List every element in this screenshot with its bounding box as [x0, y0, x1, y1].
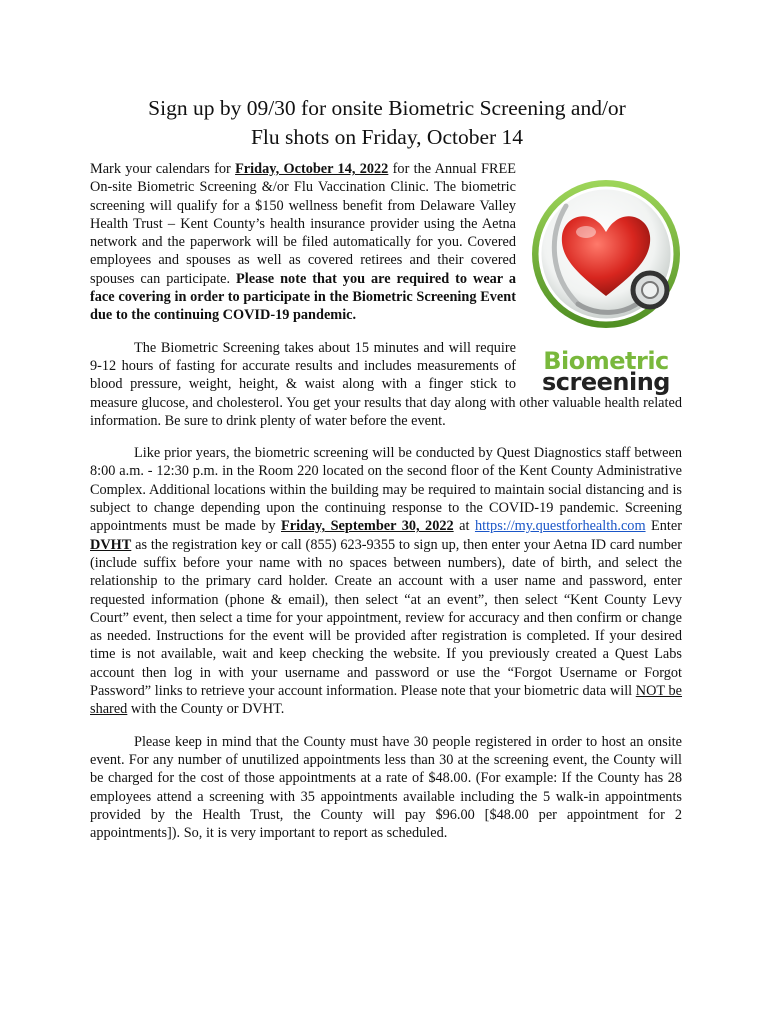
page-title — [90, 94, 684, 152]
body-text — [90, 160, 682, 856]
title-line-1: Sign up by 09/30 for onsite Biometric Screening and/or — [148, 96, 626, 120]
title-line-2: Flu shots on Friday, October 14 — [250, 125, 524, 149]
paragraph-2: The Biometric Screening takes about 15 minutes and will require 9-12 hours of fasting for accurate results and includes measurements of blood pressure, weight, height, & waist along with a finger stick to measure glucose, and cholesterol. You get your results that day along with other valuable health related information. Be sure to drink plenty of water before the event. — [90, 339, 682, 429]
not-shared-notice: NOT be shared — [90, 683, 683, 718]
quest-registration-link[interactable]: https://my.questforhealth.com — [474, 518, 646, 535]
p1-text-a: Mark your calendars for — [90, 161, 236, 177]
p3-text-a: Like prior years, the biometric screening will be conducted by Quest Diagnostics staff between 8:00 a.m. - 12:30 p.m. in the Room 220 located on the second floor of the Kent County Administrative Complex. Additional locations within the building may be required to maintain social distancing and is subject to change depending upon the continuing response to the COVID-19 pandemic. Screening appointments must be made by — [90, 445, 682, 535]
p3-text-d: as the registration key or call (855) 623-9355 to sign up, then enter your Aetna ID card number (include suffix before your name with no spaces between numbers), date of birth, and select the relationship to the primary card holder. Create an account with a user name and password, enter requested information (phone & email), then select “at an event”, then select “Kent County Levy Court” event, then select a time for your appointment, review for accuracy and then confirm or change as needed. Instructions for the event will be provided after registration is completed. If your desired time is not available, wait and keep checking the website. If you previously created a Quest Labs account then log in with your username and password or use the “Forgot Username or Forgot Password” links to retrieve your account information. Please note that your biometric data will — [90, 536, 682, 700]
logo-word-biometric: Biometric — [543, 347, 669, 375]
p3-text-c: Enter — [645, 518, 683, 535]
signup-deadline: Friday, September 30, 2022 — [281, 518, 454, 535]
p3-text-e: with the County or DVHT. — [127, 701, 285, 718]
p3-text-b: at — [453, 518, 475, 535]
event-date: Friday, October 14, 2022 — [235, 161, 389, 177]
heart-stethoscope-icon — [526, 166, 686, 346]
registration-key: DVHT — [90, 536, 132, 553]
p1-text-b: for the Annual FREE On-site Biometric Screening &/or Flu Vaccination Clinic. The biometric screening will qualify for a $150 wellness benefit from Delaware Valley Health Trust – Kent County’s health insurance provider using the Aetna network and the paperwork will be filed automatically for you. Covered employees and spouses as well as covered retirees and their covered spouses can participate. — [90, 161, 516, 287]
paragraph-3 — [90, 444, 682, 718]
face-covering-notice: Please note that you are required to wear a face covering in order to participate in the Biometric Screening Event due to the continuing COVID-19 pandemic. — [90, 270, 516, 324]
paragraph-4: Please keep in mind that the County must have 30 people registered in order to host an onsite event. For any number of unutilized appointments less than 30 at the screening event, the County will be charged for the cost of those appointments at a rate of $48.00. (For example: If the County has 28 employees attend a screening with 35 appointments available including the 5 walk-in appointments provided by the Health Trust, the County will pay $96.00 [$48.00 per appointment for 2 appointments]). So, it is very important to report as scheduled. — [90, 733, 682, 842]
biometric-screening-logo — [526, 166, 686, 396]
logo-word-screening: screening — [542, 368, 670, 396]
